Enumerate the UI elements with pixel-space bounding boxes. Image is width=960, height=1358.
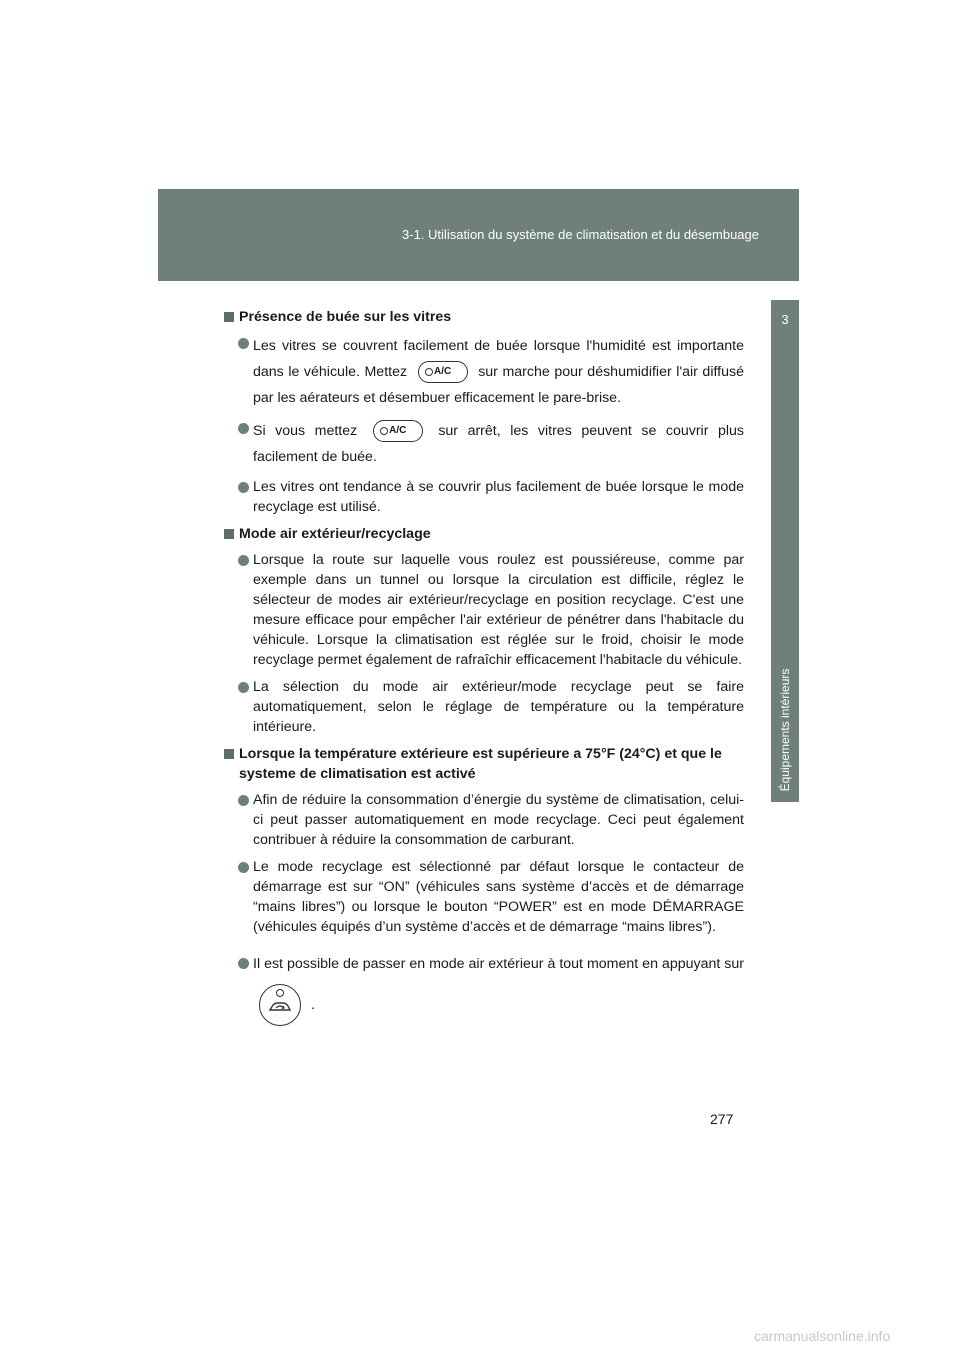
square-bullet-icon [224, 529, 234, 539]
list-item: Il est possible de passer en mode air extérieur à tout moment en appuyant sur . [224, 944, 744, 1026]
round-bullet-icon [238, 862, 249, 873]
section-heading: Mode air extérieur/recyclage [224, 524, 744, 544]
indicator-light-icon [380, 427, 388, 435]
chapter-header [158, 189, 799, 281]
round-bullet-icon [238, 795, 249, 806]
square-bullet-icon [224, 312, 234, 322]
chapter-title: 3-1. Utilisation du système de climatisation et du désembuage [402, 227, 759, 242]
list-item: Si vous mettez A/C sur arrêt, les vitres peuvent se couvrir plus facilement de buée. [224, 418, 744, 470]
car-recirculation-icon [268, 999, 292, 1013]
round-bullet-icon [238, 338, 249, 349]
list-item: Les vitres ont tendance à se couvrir plus facilement de buée lorsque le mode recyclage est utilisé. [224, 477, 744, 517]
section-heading: Présence de buée sur les vitres [224, 307, 744, 327]
indicator-light-icon [425, 368, 433, 376]
side-tab [771, 300, 799, 802]
side-tab-number: 3 [781, 312, 789, 327]
round-bullet-icon [238, 682, 249, 693]
page-number: 277 [710, 1111, 734, 1127]
round-bullet-icon [238, 555, 249, 566]
list-item: Afin de réduire la consommation d’énergie du système de climatisation, celui-ci peut passer automatiquement en mode recyclage. Ceci peut également contribuer à réduire la consommation de carburant. [224, 790, 744, 850]
list-item: Le mode recyclage est sélectionné par défaut lorsque le contacteur de démarrage est sur “ON” (véhicules sans système d’accès et de démarrage “mains libres”) ou lorsque le bouton “POWER” est en mode DÉMARRAGE (véhicules équipés d’un système d’accès et de démarrage “mains libres”). [224, 857, 744, 937]
recirculation-button-icon [259, 984, 301, 1026]
ac-button-icon: A/C [373, 420, 423, 442]
side-tab-label: Équipements intérieurs [778, 668, 792, 792]
page-content [224, 307, 744, 1033]
list-item: Lorsque la route sur laquelle vous roulez est poussiéreuse, comme par exemple dans un tunnel ou lorsque la circulation est difficile, réglez le sélecteur de modes air extérieur/recyclage en position recyclage. C'est une mesure efficace pour empêcher l'air extérieur de pénétrer dans l'habitacle du véhicule. Lorsque la climatisation est réglée sur le froid, choisir le mode recyclage permet également de rafraîchir efficacement l'habitacle du véhicule. [224, 550, 744, 670]
round-bullet-icon [238, 482, 249, 493]
watermark: carmanualsonline.info [754, 1328, 891, 1344]
ac-button-icon: A/C [418, 361, 468, 383]
round-bullet-icon [238, 423, 249, 434]
square-bullet-icon [224, 749, 234, 759]
list-item: Les vitres se couvrent facilement de buée lorsque l'humidité est importante dans le véhicule. Mettez A/C sur marche pour déshumidifier l'air diffusé par les aérateurs et désembuer efficacement le pare-brise. [224, 333, 744, 411]
section-heading: Lorsque la température extérieure est supérieure a 75°F (24°C) et que le systeme de climatisation est activé [224, 744, 744, 784]
side-tab-label-wrap [771, 668, 799, 792]
round-bullet-icon [238, 958, 249, 969]
indicator-light-icon [276, 989, 284, 997]
list-item: La sélection du mode air extérieur/mode recyclage peut se faire automatiquement, selon le réglage de température ou la température intérieure. [224, 677, 744, 737]
